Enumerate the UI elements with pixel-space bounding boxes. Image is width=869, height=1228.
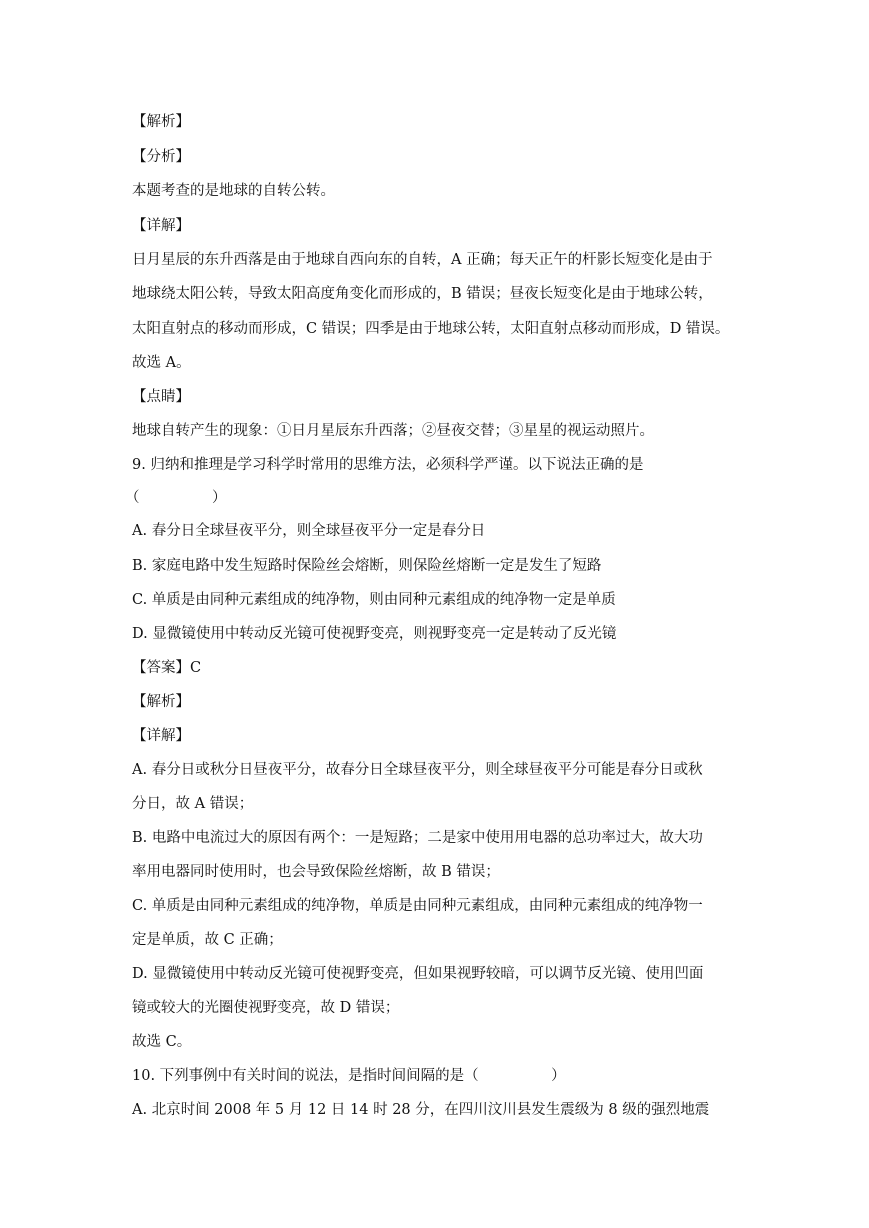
paragraph-text: 本题考查的是地球的自转公转。 bbox=[132, 183, 335, 199]
paragraph-text: 率用电器同时使用时，也会导致保险丝熔断，故 B 错误； bbox=[132, 864, 500, 880]
paragraph-text: 故选 C。 bbox=[132, 1034, 192, 1050]
option-text: A. 北京时间 2008 年 5 月 12 日 14 时 28 分，在四川汶川县发生震级为 8 级的强烈地震 bbox=[132, 1102, 710, 1118]
paragraph-text: 地球绕太阳公转，导致太阳高度角变化而形成的，B 错误；昼夜长短变化是由于地球公转， bbox=[132, 286, 713, 302]
option-text: A. 春分日全球昼夜平分，则全球昼夜平分一定是春分日 bbox=[132, 523, 486, 539]
question-stem: 10. 下列事例中有关时间的说法，是指时间间隔的是（ ） bbox=[132, 1068, 566, 1084]
section-heading-breakdown: 【分析】 bbox=[132, 149, 190, 165]
section-heading-analysis: 【解析】 bbox=[132, 694, 190, 710]
paragraph-text: 分日，故 A 错误； bbox=[132, 796, 254, 812]
paragraph-text: 太阳直射点的移动而形成，C 错误；四季是由于地球公转，太阳直射点移动而形成，D 错误。 bbox=[132, 321, 730, 337]
paragraph-text: 日月星辰的东升西落是由于地球自西向东的自转，A 正确；每天正午的杆影长短变化是由于 bbox=[132, 252, 713, 268]
section-heading-detail: 【详解】 bbox=[132, 728, 190, 744]
section-heading-detail: 【详解】 bbox=[132, 218, 190, 234]
paragraph-text: 故选 A。 bbox=[132, 355, 191, 371]
option-text: D. 显微镜使用中转动反光镜可使视野变亮，则视野变亮一定是转动了反光镜 bbox=[132, 626, 617, 642]
section-heading-analysis: 【解析】 bbox=[132, 114, 190, 130]
paragraph-text: 地球自转产生的现象：①日月星辰东升西落；②昼夜交替；③星星的视运动照片。 bbox=[132, 423, 654, 439]
paragraph-text: 镜或较大的光圈使视野变亮，故 D 错误； bbox=[132, 1000, 400, 1016]
paragraph-text: C. 单质是由同种元素组成的纯净物，单质是由同种元素组成，由同种元素组成的纯净物一 bbox=[132, 898, 703, 914]
paragraph-text: B. 电路中电流过大的原因有两个：一是短路；二是家中使用用电器的总功率过大，故大功 bbox=[132, 830, 703, 846]
option-text: C. 单质是由同种元素组成的纯净物，则由同种元素组成的纯净物一定是单质 bbox=[132, 592, 616, 608]
paragraph-text: 定是单质，故 C 正确； bbox=[132, 932, 283, 948]
option-text: B. 家庭电路中发生短路时保险丝会熔断，则保险丝熔断一定是发生了短路 bbox=[132, 558, 602, 574]
paragraph-text: D. 显微镜使用中转动反光镜可使视野变亮，但如果视野较暗，可以调节反光镜、使用凹面 bbox=[132, 966, 704, 982]
paragraph-text: A. 春分日或秋分日昼夜平分，故春分日全球昼夜平分，则全球昼夜平分可能是春分日或秋 bbox=[132, 762, 703, 778]
section-heading-tip: 【点睛】 bbox=[132, 389, 190, 405]
answer-line: 【答案】C bbox=[132, 660, 202, 676]
question-stem: 9. 归纳和推理是学习科学时常用的思维方法，必须科学严谨。以下说法正确的是 bbox=[132, 457, 644, 473]
answer-bracket: （ ） bbox=[125, 490, 227, 506]
